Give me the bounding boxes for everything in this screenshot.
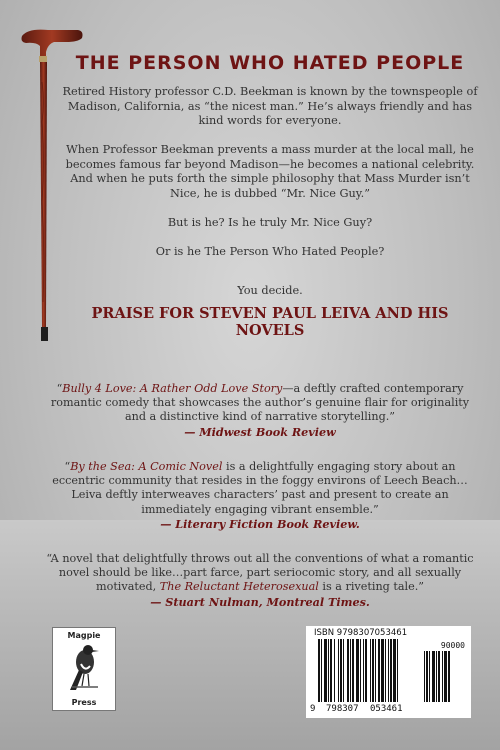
- magpie-bird-icon: [64, 642, 104, 694]
- review-3-body: is a riveting tale.”: [318, 580, 425, 594]
- price-barcode-bar: [432, 651, 435, 702]
- barcode-bar: [340, 639, 342, 702]
- barcode-bar: [343, 639, 344, 702]
- isbn-label: ISBN 9798307053461: [314, 628, 408, 638]
- barcode-bar: [393, 639, 396, 702]
- review-1-lead: “: [56, 382, 63, 395]
- barcode-bar: [375, 639, 376, 702]
- review-3-book: The Reluctant Heterosexual: [159, 580, 319, 594]
- barcode-bar: [370, 639, 371, 702]
- synopsis-paragraph-1: Retired History professor C.D. Beekman is known by the townspeople of Madison, California, as “the nicest man.” He’s always friendly and has kind words for everyone.: [62, 85, 478, 128]
- praise-heading: PRAISE FOR STEVEN PAUL LEIVA AND HIS NOVELS: [91, 305, 449, 339]
- barcode-bar: [347, 639, 349, 702]
- review-1-book: Bully 4 Love: A Rather Odd Love Story: [62, 382, 283, 395]
- barcode-bar: [328, 639, 329, 702]
- barcode-bar: [360, 639, 361, 702]
- barcode-bar: [365, 639, 367, 702]
- barcode-bar: [334, 639, 335, 702]
- review-1-body: —a deftly crafted contemporary romantic comedy that showcases the author’s genuine flair for originality and a distinctive kind of narrative storytelling.”: [50, 382, 470, 424]
- barcode-bar: [352, 639, 354, 702]
- isbn-barcode: [306, 626, 471, 718]
- price-barcode-bar: [448, 651, 450, 702]
- review-1-source: — Midwest Book Review: [184, 424, 336, 439]
- price-barcode-bar: [444, 651, 447, 702]
- barcode-bar: [324, 639, 327, 702]
- barcode-digit-first: 9: [310, 704, 316, 714]
- barcode-digits-group1: 798307: [326, 704, 359, 714]
- barcode-bar: [390, 639, 392, 702]
- synopsis-paragraph-5: You decide.: [237, 284, 303, 297]
- price-barcode-bar: [436, 651, 437, 702]
- barcode-bar: [363, 639, 364, 702]
- publisher-name-line1: Magpie: [67, 631, 101, 640]
- barcode-digits-group2: 053461: [370, 704, 403, 714]
- barcode-bar: [381, 639, 384, 702]
- barcode-bar: [350, 639, 351, 702]
- price-barcode-bar: [424, 651, 425, 702]
- barcode-bar: [321, 639, 322, 702]
- barcode-bar: [397, 639, 398, 702]
- price-barcode-bar: [426, 651, 428, 702]
- barcode-bar: [378, 639, 380, 702]
- barcode-bar: [388, 639, 389, 702]
- barcode-bar: [385, 639, 386, 702]
- review-3: [40, 552, 480, 610]
- synopsis-paragraph-2: When Professor Beekman prevents a mass murder at the local mall, he becomes famous far beyond Madison—he becomes a national celebrity. And when he puts forth the simple philosophy that Mass Murder isn’t Nice, he is dubbed “Mr. Nice Guy.”: [65, 143, 475, 200]
- review-2-body: is a delightfully engaging story about an eccentric community that resides in the foggy environs of Leech Beach…Leiva deftly interweaves characters’ past and present to create an immediately engaging vibrant ensemble.”: [52, 460, 468, 516]
- barcode-bar: [318, 639, 320, 702]
- review-3-source-name: — Stuart Nulman,: [150, 594, 267, 609]
- synopsis-paragraph-4: Or is he The Person Who Hated People?: [155, 245, 385, 258]
- barcode-bar: [338, 639, 339, 702]
- barcode-bar: [330, 639, 332, 702]
- publisher-name-line2: Press: [71, 698, 97, 707]
- review-3-lead: “A novel that delightfully throws out all the conventions of what a romantic novel should be like…part farce, part seriocomic story, and all sexually motivated,: [46, 552, 474, 594]
- review-2-book: By the Sea: A Comic Novel: [70, 460, 223, 473]
- price-barcode-bar: [438, 651, 440, 702]
- price-barcode-bar: [442, 651, 443, 702]
- barcode-bar: [372, 639, 374, 702]
- review-3-source-end: .: [365, 594, 370, 609]
- review-1: [40, 382, 480, 440]
- price-code: 90000: [440, 641, 465, 650]
- review-2-lead: “: [64, 460, 71, 473]
- review-3-source-pub: Montreal Times: [266, 594, 366, 609]
- publisher-logo: [52, 627, 116, 711]
- review-2: [40, 460, 480, 532]
- price-barcode-bar: [429, 651, 430, 702]
- review-2-source: — Literary Fiction Book Review.: [160, 516, 360, 531]
- page-title: THE PERSON WHO HATED PEOPLE: [75, 52, 465, 74]
- barcode-bar: [356, 639, 359, 702]
- synopsis-paragraph-3: But is he? Is he truly Mr. Nice Guy?: [167, 216, 373, 229]
